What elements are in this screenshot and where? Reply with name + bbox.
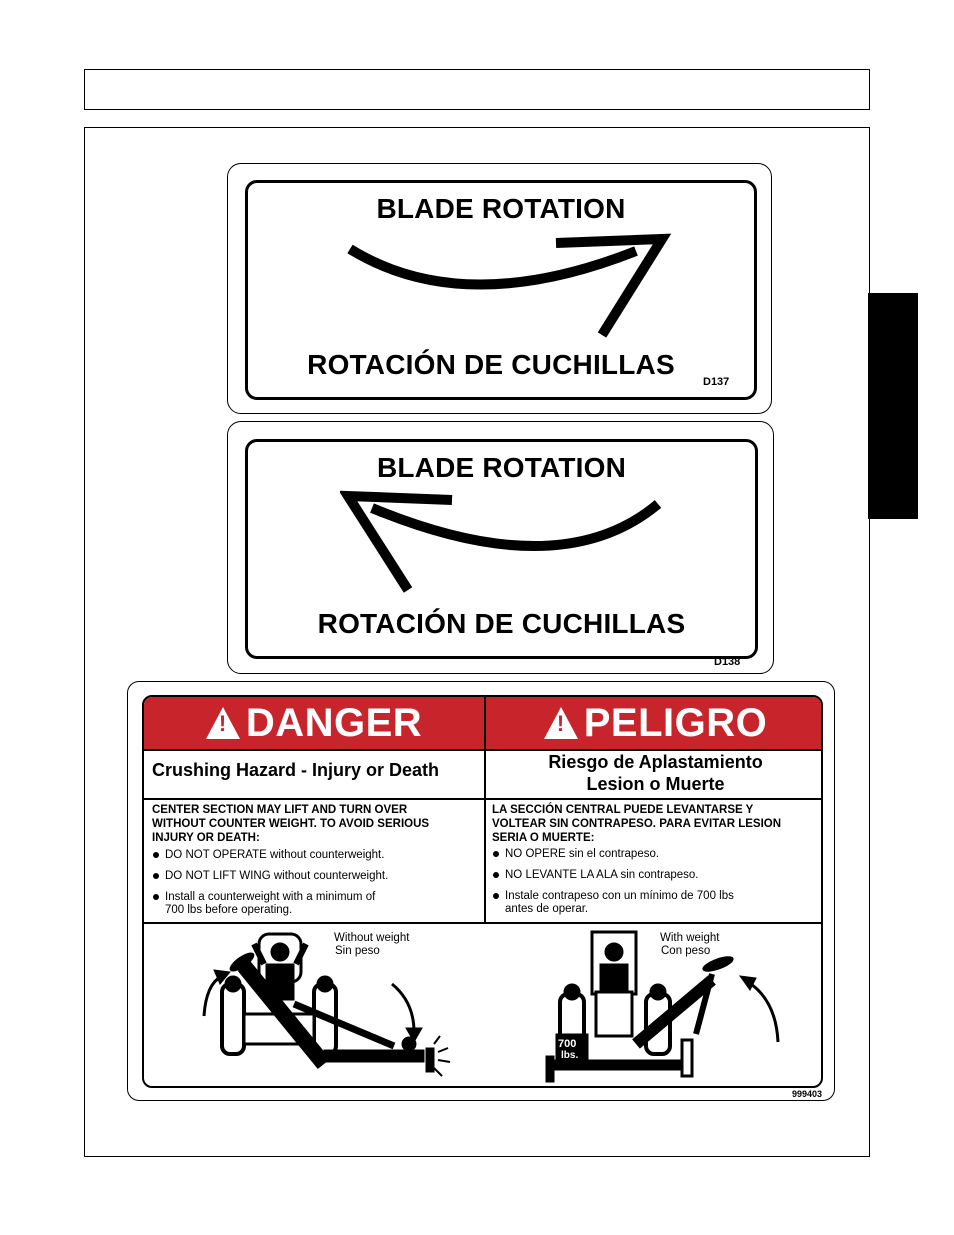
clockwise-arrow-icon <box>344 231 674 339</box>
decal-d138-title-en: BLADE ROTATION <box>376 452 627 483</box>
counterclockwise-arrow-icon <box>340 488 670 596</box>
decal-d138-code: D138 <box>714 656 741 668</box>
list-item: NO LEVANTE LA ALA sin contrapeso. <box>492 869 734 882</box>
decal-d137-inner-border <box>245 180 757 400</box>
caption-with-weight-en: With weight <box>660 932 720 944</box>
column-divider <box>484 697 486 923</box>
danger-signal-word <box>144 697 484 749</box>
hazard-title-es-line1: Riesgo de Aplastamiento <box>548 752 763 772</box>
hazard-title-es-line2: Lesion o Muerte <box>586 774 725 794</box>
warning-list-en <box>152 849 388 925</box>
danger-decal <box>127 681 835 1101</box>
list-item: DO NOT OPERATE without counterweight. <box>152 849 388 862</box>
decal-d138 <box>227 421 774 674</box>
decal-d138-inner-border <box>245 439 758 659</box>
caption-without-weight-es: Sin peso <box>335 945 380 957</box>
weight-label-unit: lbs. <box>561 1050 579 1061</box>
section-tab <box>868 293 918 519</box>
page-header-box <box>84 69 870 110</box>
warning-header-en: CENTER SECTION MAY LIFT AND TURN OVER WITHOUT COUNTER WEIGHT. TO AVOID SERIOUS INJURY OR DEATH: <box>152 804 430 844</box>
caption-without-weight-en: Without weight <box>334 932 410 944</box>
peligro-signal-word <box>486 697 823 749</box>
hazard-title-en: Crushing Hazard - Injury or Death <box>152 760 440 780</box>
divider-signal <box>144 749 821 751</box>
danger-decal-inner <box>142 695 823 1088</box>
warning-triangle-icon: ! <box>544 707 578 739</box>
decal-d137-code: D137 <box>703 376 730 388</box>
warning-header-es: LA SECCIÓN CENTRAL PUEDE LEVANTARSE Y VOLTEAR SIN CONTRAPESO. PARA EVITAR LESION SERIA O MUERTE: <box>492 804 782 844</box>
decal-d137-title-es: ROTACIÓN DE CUCHILLAS <box>307 349 675 380</box>
warning-triangle-icon: ! <box>206 707 240 739</box>
weight-label-value: 700 <box>558 1038 577 1050</box>
decal-d137 <box>227 163 772 414</box>
list-item: Instale contrapeso con un mínimo de 700 lbs antes de operar. <box>492 890 734 916</box>
danger-decal-code: 999403 <box>791 1089 822 1099</box>
decal-d138-title-es: ROTACIÓN DE CUCHILLAS <box>317 608 686 639</box>
tractor-counterweight-illustration <box>486 924 823 1088</box>
tractor-tipping-illustration <box>144 924 474 1088</box>
list-item: NO OPERE sin el contrapeso. <box>492 848 734 861</box>
divider-hazard <box>144 798 821 800</box>
danger-signal-text: DANGER <box>245 700 423 745</box>
list-item: DO NOT LIFT WING without counterweight. <box>152 870 388 883</box>
caption-with-weight-es: Con peso <box>661 945 711 957</box>
warning-list-es <box>492 848 734 924</box>
decal-d137-title-en: BLADE ROTATION <box>376 193 626 224</box>
list-item: Install a counterweight with a minimum of 700 lbs before operating. <box>152 891 388 917</box>
peligro-signal-text: PELIGRO <box>583 700 768 745</box>
